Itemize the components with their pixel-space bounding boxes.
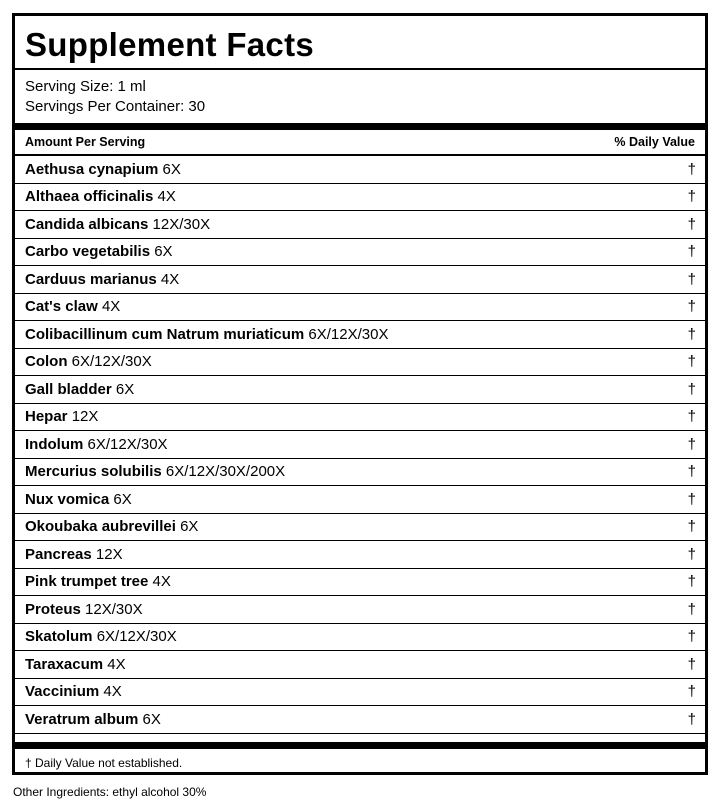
- panel-title: Supplement Facts: [15, 16, 705, 70]
- ingredient-cell: [25, 546, 123, 563]
- ingredient-name: Colibacillinum cum Natrum muriaticum: [25, 325, 305, 343]
- table-row: [15, 184, 705, 212]
- ingredient-cell: [25, 188, 176, 205]
- ingredient-potency: 4X: [101, 298, 121, 316]
- list-spacer: [15, 734, 705, 742]
- daily-value-dagger: †: [687, 243, 696, 261]
- ingredient-name: Proteus: [25, 600, 81, 618]
- ingredient-cell: [25, 573, 171, 590]
- table-row: [15, 349, 705, 377]
- ingredient-cell: [25, 463, 285, 480]
- ingredient-name: Pancreas: [25, 545, 92, 563]
- ingredient-name: Althaea officinalis: [25, 188, 154, 206]
- ingredient-potency: 6X: [115, 380, 135, 398]
- ingredient-cell: [25, 628, 177, 645]
- daily-value-dagger: †: [687, 325, 696, 343]
- ingredient-potency: 6X/12X/30X: [96, 628, 177, 646]
- ingredient-potency: 6X/12X/30X: [71, 353, 152, 371]
- ingredient-name: Carduus marianus: [25, 270, 157, 288]
- ingredient-cell: [25, 271, 179, 288]
- daily-value-dagger: †: [687, 518, 696, 536]
- table-row: [15, 156, 705, 184]
- ingredient-name: Carbo vegetabilis: [25, 243, 151, 261]
- ingredient-cell: [25, 381, 134, 398]
- ingredient-name: Colon: [25, 353, 68, 371]
- daily-value-dagger: †: [687, 600, 696, 618]
- ingredient-cell: [25, 408, 98, 425]
- daily-value-dagger: †: [687, 463, 696, 481]
- ingredient-potency: 6X/12X/30X/200X: [165, 463, 286, 481]
- table-row: [15, 514, 705, 542]
- ingredient-cell: [25, 243, 173, 260]
- ingredient-potency: 4X: [157, 188, 176, 206]
- ingredient-name: Veratrum album: [25, 710, 139, 728]
- ingredient-potency: 4X: [103, 683, 122, 701]
- ingredient-potency: 12X/30X: [85, 600, 143, 618]
- servings-per-container: Servings Per Container: 30: [25, 98, 206, 115]
- ingredient-name: Taraxacum: [25, 655, 104, 673]
- daily-value-label: % Daily Value: [614, 135, 695, 149]
- table-row: [15, 239, 705, 267]
- table-header: [15, 130, 705, 156]
- ingredient-cell: [25, 518, 198, 535]
- daily-value-dagger: †: [687, 215, 696, 233]
- table-row: [15, 404, 705, 432]
- daily-value-dagger: †: [687, 683, 696, 701]
- ingredient-name: Aethusa cynapium: [25, 160, 159, 178]
- ingredient-name: Pink trumpet tree: [25, 573, 149, 591]
- table-row: [15, 376, 705, 404]
- daily-value-dagger: †: [687, 380, 696, 398]
- table-row: [15, 459, 705, 487]
- ingredient-name: Mercurius solubilis: [25, 463, 162, 481]
- table-row: [15, 706, 705, 734]
- daily-value-dagger: †: [687, 160, 696, 178]
- thick-divider-bottom: [15, 742, 705, 749]
- ingredient-name: Candida albicans: [25, 215, 149, 233]
- table-row: [15, 624, 705, 652]
- ingredient-name: Vaccinium: [25, 683, 100, 701]
- ingredient-cell: [25, 491, 132, 508]
- ingredient-cell: [25, 298, 120, 315]
- table-row: [15, 541, 705, 569]
- ingredient-name: Okoubaka aubrevillei: [25, 518, 176, 536]
- daily-value-dagger: †: [687, 408, 696, 426]
- ingredient-list: [15, 156, 705, 734]
- ingredient-potency: 12X: [71, 408, 99, 426]
- ingredient-name: Gall bladder: [25, 380, 112, 398]
- daily-value-dagger: †: [687, 188, 696, 206]
- daily-value-dagger: †: [687, 353, 696, 371]
- ingredient-cell: [25, 161, 181, 178]
- daily-value-dagger: †: [687, 628, 696, 646]
- ingredient-name: Cat's claw: [25, 298, 98, 316]
- serving-size: Serving Size: 1 ml: [25, 78, 146, 95]
- table-row: [15, 266, 705, 294]
- ingredient-potency: 6X: [113, 490, 132, 508]
- supplement-facts-panel: [12, 13, 708, 775]
- ingredient-potency: 4X: [160, 270, 180, 288]
- ingredient-potency: 6X: [162, 160, 181, 178]
- ingredient-potency: 4X: [107, 655, 126, 673]
- ingredient-potency: 6X: [142, 710, 161, 728]
- daily-value-dagger: †: [687, 710, 696, 728]
- daily-value-dagger: †: [687, 573, 696, 591]
- ingredient-potency: 6X: [154, 243, 173, 261]
- ingredient-cell: [25, 436, 168, 453]
- daily-value-dagger: †: [687, 490, 696, 508]
- ingredient-cell: [25, 353, 152, 370]
- table-row: [15, 431, 705, 459]
- ingredient-name: Indolum: [25, 435, 84, 453]
- daily-value-dagger: †: [687, 435, 696, 453]
- ingredient-potency: 6X/12X/30X: [87, 435, 168, 453]
- table-row: [15, 486, 705, 514]
- ingredient-potency: 6X/12X/30X: [308, 325, 389, 343]
- footnote: † Daily Value not established.: [25, 755, 183, 770]
- table-row: [15, 321, 705, 349]
- ingredient-potency: 12X/30X: [152, 215, 211, 233]
- other-ingredients: Other Ingredients: ethyl alcohol 30%: [13, 785, 207, 799]
- daily-value-dagger: †: [687, 298, 696, 316]
- ingredient-cell: [25, 711, 161, 728]
- table-row: [15, 596, 705, 624]
- ingredient-name: Nux vomica: [25, 490, 110, 508]
- daily-value-dagger: †: [687, 270, 696, 288]
- daily-value-dagger: †: [687, 545, 696, 563]
- ingredient-name: Skatolum: [25, 628, 93, 646]
- table-row: [15, 211, 705, 239]
- ingredient-potency: 6X: [180, 518, 199, 536]
- ingredient-cell: [25, 326, 388, 343]
- thick-divider: [15, 123, 705, 130]
- ingredient-potency: 4X: [152, 573, 171, 591]
- ingredient-cell: [25, 656, 126, 673]
- table-row: [15, 651, 705, 679]
- ingredient-potency: 12X: [95, 545, 123, 563]
- table-row: [15, 294, 705, 322]
- serving-info: [15, 70, 705, 123]
- ingredient-cell: [25, 601, 143, 618]
- table-row: [15, 569, 705, 597]
- amount-per-serving-label: Amount Per Serving: [25, 135, 146, 149]
- table-row: [15, 679, 705, 707]
- ingredient-cell: [25, 683, 122, 700]
- ingredient-cell: [25, 216, 210, 233]
- ingredient-name: Hepar: [25, 408, 68, 426]
- daily-value-dagger: †: [687, 655, 696, 673]
